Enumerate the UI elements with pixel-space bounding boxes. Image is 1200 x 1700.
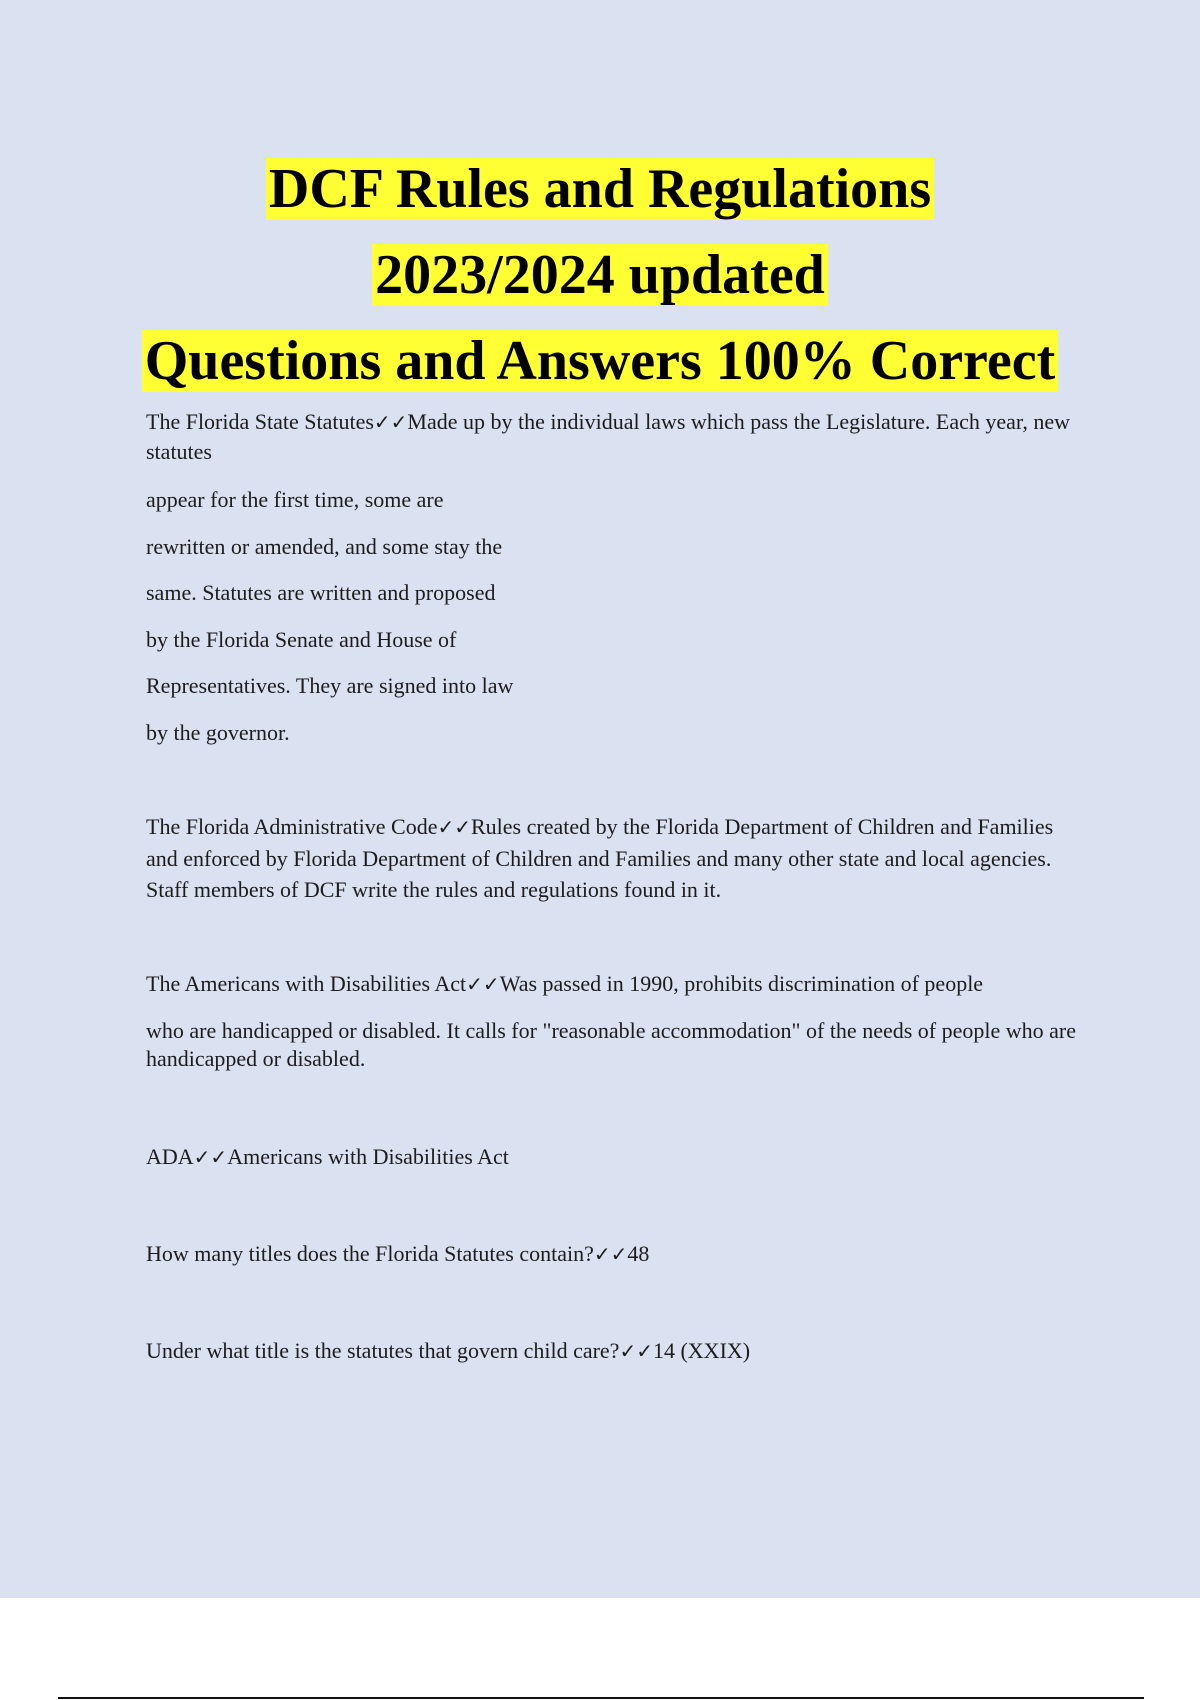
qa-term: How many titles does the Florida Statutes contain? <box>146 1241 594 1266</box>
qa-answer: Made up by the individual laws which pass the Legislature. Each year, new statutes <box>146 409 1071 464</box>
qa-item-americans-with-disabilities-act <box>146 969 983 999</box>
qa-answer-line: appear for the first time, some are <box>146 487 444 512</box>
qa-answer: Was passed in 1990, prohibits discrimination of people <box>499 971 984 996</box>
double-check-icon: ✓✓ <box>193 1145 228 1169</box>
title-line-3: Questions and Answers 100% Correct <box>0 318 1200 404</box>
qa-item-florida-state-statutes <box>146 407 1086 467</box>
page-divider <box>58 1697 1144 1699</box>
qa-answer: Rules created by the Florida Department of Children and Families and enforced by Florida Department of Children and Families and many other state and local agencies. Staff members of DCF write the rules and regulations found in it. <box>146 814 1054 902</box>
double-check-icon: ✓✓ <box>373 410 408 434</box>
qa-item-ada <box>146 1142 509 1172</box>
qa-item-titles-count <box>146 1239 649 1269</box>
document-title <box>0 146 1200 404</box>
qa-answer-line: by the governor. <box>146 720 290 745</box>
double-check-icon: ✓✓ <box>437 815 471 839</box>
qa-answer: 14 (XXIX) <box>652 1338 751 1363</box>
qa-answer-line: Representatives. They are signed into law <box>146 673 514 698</box>
qa-term: The Florida Administrative Code <box>146 814 438 839</box>
qa-item-child-care-title <box>146 1336 750 1366</box>
qa-answer-line: who are handicapped or disabled. It calls for "reasonable accommodation" of the needs of people who are handicapped or disabled. <box>146 1018 1076 1071</box>
qa-answer-line: same. Statutes are written and proposed <box>146 580 496 605</box>
double-check-icon: ✓✓ <box>593 1242 628 1266</box>
title-line-1: DCF Rules and Regulations <box>0 146 1200 232</box>
qa-answer: 48 <box>627 1241 650 1266</box>
qa-term: Under what title is the statutes that govern child care? <box>146 1338 620 1363</box>
title-line-2: 2023/2024 updated <box>0 232 1200 318</box>
qa-term: The Americans with Disabilities Act <box>146 971 467 996</box>
qa-term: ADA <box>146 1144 194 1169</box>
double-check-icon: ✓✓ <box>619 1339 653 1363</box>
qa-item-florida-administrative-code <box>146 811 1086 905</box>
qa-term: The Florida State Statutes <box>146 409 374 434</box>
qa-answer: Americans with Disabilities Act <box>227 1144 509 1169</box>
qa-answer-line: by the Florida Senate and House of <box>146 627 457 652</box>
double-check-icon: ✓✓ <box>466 972 500 996</box>
qa-answer-line: rewritten or amended, and some stay the <box>146 534 503 559</box>
